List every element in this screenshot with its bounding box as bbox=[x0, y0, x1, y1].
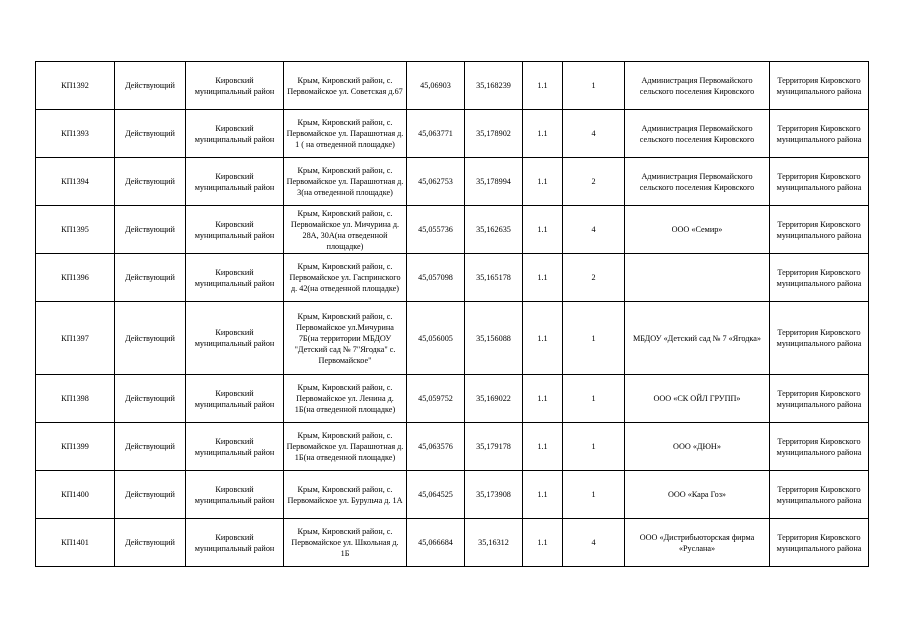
container-volume-cell: 1.1 bbox=[523, 375, 563, 423]
status-cell: Действующий bbox=[115, 62, 186, 110]
longitude-cell: 35,179178 bbox=[465, 423, 523, 471]
latitude-cell: 45,059752 bbox=[407, 375, 465, 423]
container-count-cell: 2 bbox=[563, 254, 625, 302]
table-row bbox=[36, 158, 869, 206]
district-cell: Кировский муниципальный район bbox=[186, 158, 284, 206]
container-volume-cell: 1.1 bbox=[523, 110, 563, 158]
address-cell: Крым, Кировский район, с. Первомайское ул. Бурульча д. 1А bbox=[284, 471, 407, 519]
status-cell: Действующий bbox=[115, 471, 186, 519]
owner-cell: Администрация Первомайского сельского поселения Кировского bbox=[625, 158, 770, 206]
container-count-cell: 1 bbox=[563, 471, 625, 519]
latitude-cell: 45,057098 bbox=[407, 254, 465, 302]
longitude-cell: 35,165178 bbox=[465, 254, 523, 302]
owner-cell: Администрация Первомайского сельского поселения Кировского bbox=[625, 62, 770, 110]
latitude-cell: 45,062753 bbox=[407, 158, 465, 206]
longitude-cell: 35,178902 bbox=[465, 110, 523, 158]
kp-code-cell: КП1397 bbox=[36, 302, 115, 375]
container-count-cell: 2 bbox=[563, 158, 625, 206]
owner-cell: ООО «ДЮН» bbox=[625, 423, 770, 471]
latitude-cell: 45,06903 bbox=[407, 62, 465, 110]
container-volume-cell: 1.1 bbox=[523, 62, 563, 110]
address-cell: Крым, Кировский район, с. Первомайское ул. Парашютная д. 1Б(на отведенной площадке) bbox=[284, 423, 407, 471]
container-volume-cell: 1.1 bbox=[523, 519, 563, 567]
territory-cell: Территория Кировского муниципального района bbox=[770, 471, 869, 519]
status-cell: Действующий bbox=[115, 254, 186, 302]
district-cell: Кировский муниципальный район bbox=[186, 302, 284, 375]
owner-cell bbox=[625, 254, 770, 302]
territory-cell: Территория Кировского муниципального района bbox=[770, 158, 869, 206]
district-cell: Кировский муниципальный район bbox=[186, 110, 284, 158]
table-row bbox=[36, 254, 869, 302]
longitude-cell: 35,178994 bbox=[465, 158, 523, 206]
territory-cell: Территория Кировского муниципального района bbox=[770, 254, 869, 302]
address-cell: Крым, Кировский район, с. Первомайское ул. Парашютная д. 3(на отведенной площадке) bbox=[284, 158, 407, 206]
kp-code-cell: КП1396 bbox=[36, 254, 115, 302]
longitude-cell: 35,162635 bbox=[465, 206, 523, 254]
status-cell: Действующий bbox=[115, 206, 186, 254]
container-count-cell: 1 bbox=[563, 375, 625, 423]
container-count-cell: 1 bbox=[563, 62, 625, 110]
container-volume-cell: 1.1 bbox=[523, 471, 563, 519]
owner-cell: Администрация Первомайского сельского поселения Кировского bbox=[625, 110, 770, 158]
longitude-cell: 35,156088 bbox=[465, 302, 523, 375]
owner-cell: ООО «Кара Гоз» bbox=[625, 471, 770, 519]
kp-code-cell: КП1398 bbox=[36, 375, 115, 423]
district-cell: Кировский муниципальный район bbox=[186, 423, 284, 471]
kp-code-cell: КП1395 bbox=[36, 206, 115, 254]
container-count-cell: 1 bbox=[563, 302, 625, 375]
territory-cell: Территория Кировского муниципального района bbox=[770, 62, 869, 110]
kp-code-cell: КП1399 bbox=[36, 423, 115, 471]
kp-code-cell: КП1392 bbox=[36, 62, 115, 110]
container-count-cell: 4 bbox=[563, 519, 625, 567]
table-row bbox=[36, 302, 869, 375]
district-cell: Кировский муниципальный район bbox=[186, 471, 284, 519]
territory-cell: Территория Кировского муниципального района bbox=[770, 423, 869, 471]
address-cell: Крым, Кировский район, с. Первомайское ул. Ленина д. 1Б(на отведенной площадке) bbox=[284, 375, 407, 423]
owner-cell: ООО «СК ОЙЛ ГРУПП» bbox=[625, 375, 770, 423]
status-cell: Действующий bbox=[115, 519, 186, 567]
table-row bbox=[36, 471, 869, 519]
longitude-cell: 35,169022 bbox=[465, 375, 523, 423]
district-cell: Кировский муниципальный район bbox=[186, 254, 284, 302]
latitude-cell: 45,063771 bbox=[407, 110, 465, 158]
kp-code-cell: КП1401 bbox=[36, 519, 115, 567]
territory-cell: Территория Кировского муниципального района bbox=[770, 302, 869, 375]
status-cell: Действующий bbox=[115, 375, 186, 423]
latitude-cell: 45,066684 bbox=[407, 519, 465, 567]
status-cell: Действующий bbox=[115, 110, 186, 158]
address-cell: Крым, Кировский район, с. Первомайское ул. Советская д.67 bbox=[284, 62, 407, 110]
table-row bbox=[36, 62, 869, 110]
container-volume-cell: 1.1 bbox=[523, 158, 563, 206]
table-row bbox=[36, 206, 869, 254]
address-cell: Крым, Кировский район, с. Первомайское ул. Мичурина д. 28А, 30А(на отведенной площадке) bbox=[284, 206, 407, 254]
address-cell: Крым, Кировский район, с. Первомайское ул.Мичурина 7Б(на территории МБДОУ "Детский сад № 7"Ягодка" с. Первомайское" bbox=[284, 302, 407, 375]
status-cell: Действующий bbox=[115, 423, 186, 471]
territory-cell: Территория Кировского муниципального района bbox=[770, 110, 869, 158]
container-volume-cell: 1.1 bbox=[523, 302, 563, 375]
table-row bbox=[36, 519, 869, 567]
territory-cell: Территория Кировского муниципального района bbox=[770, 375, 869, 423]
table-row bbox=[36, 423, 869, 471]
longitude-cell: 35,168239 bbox=[465, 62, 523, 110]
address-cell: Крым, Кировский район, с. Первомайское ул. Школьная д. 1Б bbox=[284, 519, 407, 567]
registry-table bbox=[35, 61, 869, 567]
territory-cell: Территория Кировского муниципального района bbox=[770, 206, 869, 254]
kp-code-cell: КП1394 bbox=[36, 158, 115, 206]
container-count-cell: 4 bbox=[563, 206, 625, 254]
district-cell: Кировский муниципальный район bbox=[186, 206, 284, 254]
latitude-cell: 45,055736 bbox=[407, 206, 465, 254]
longitude-cell: 35,173908 bbox=[465, 471, 523, 519]
container-count-cell: 4 bbox=[563, 110, 625, 158]
kp-code-cell: КП1400 bbox=[36, 471, 115, 519]
status-cell: Действующий bbox=[115, 302, 186, 375]
table-row bbox=[36, 110, 869, 158]
address-cell: Крым, Кировский район, с. Первомайское ул. Парашютная д. 1 ( на отведенной площадке) bbox=[284, 110, 407, 158]
container-volume-cell: 1.1 bbox=[523, 206, 563, 254]
table-row bbox=[36, 375, 869, 423]
status-cell: Действующий bbox=[115, 158, 186, 206]
container-volume-cell: 1.1 bbox=[523, 254, 563, 302]
owner-cell: ООО «Дистрибьюторская фирма «Руслана» bbox=[625, 519, 770, 567]
latitude-cell: 45,064525 bbox=[407, 471, 465, 519]
district-cell: Кировский муниципальный район bbox=[186, 375, 284, 423]
owner-cell: МБДОУ «Детский сад № 7 «Ягодка» bbox=[625, 302, 770, 375]
owner-cell: ООО «Семир» bbox=[625, 206, 770, 254]
district-cell: Кировский муниципальный район bbox=[186, 519, 284, 567]
address-cell: Крым, Кировский район, с. Первомайское ул. Гаспринского д. 42(на отведенной площадке) bbox=[284, 254, 407, 302]
district-cell: Кировский муниципальный район bbox=[186, 62, 284, 110]
latitude-cell: 45,056005 bbox=[407, 302, 465, 375]
container-volume-cell: 1.1 bbox=[523, 423, 563, 471]
territory-cell: Территория Кировского муниципального района bbox=[770, 519, 869, 567]
longitude-cell: 35,16312 bbox=[465, 519, 523, 567]
kp-code-cell: КП1393 bbox=[36, 110, 115, 158]
container-count-cell: 1 bbox=[563, 423, 625, 471]
latitude-cell: 45,063576 bbox=[407, 423, 465, 471]
